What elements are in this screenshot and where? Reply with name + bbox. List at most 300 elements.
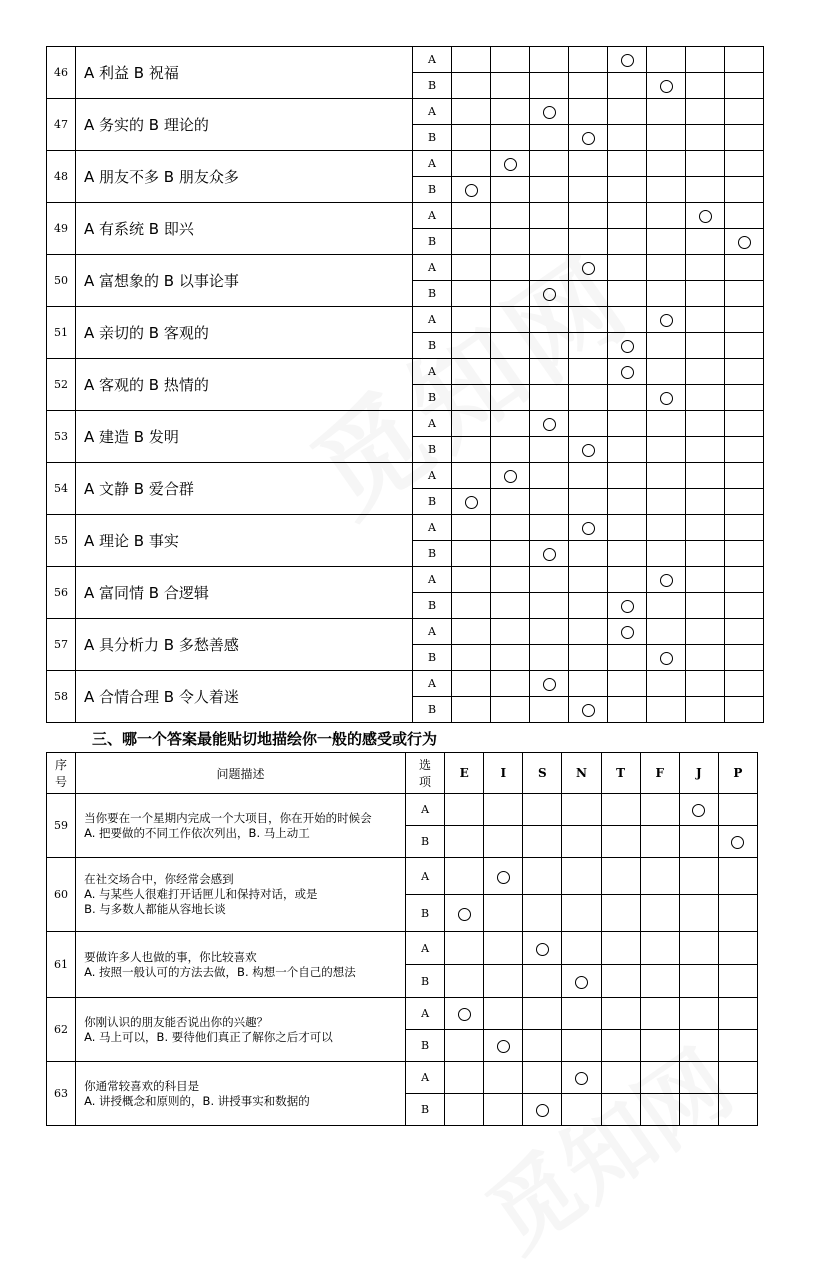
answer-cell-p[interactable] <box>725 255 764 281</box>
selected-circle-mark <box>536 1104 549 1117</box>
answer-cell-p[interactable] <box>718 998 757 1030</box>
answer-cell-e[interactable] <box>452 541 491 567</box>
answer-cell-f[interactable] <box>647 489 686 515</box>
answer-cell-j[interactable] <box>686 541 725 567</box>
answer-cell-i[interactable] <box>491 437 530 463</box>
answer-cell-p[interactable] <box>718 932 757 965</box>
answer-cell-p[interactable] <box>718 1062 757 1094</box>
answer-cell-j[interactable] <box>686 151 725 177</box>
answer-cell-f[interactable] <box>647 73 686 99</box>
answer-cell-t[interactable] <box>608 73 647 99</box>
answer-cell-n[interactable] <box>569 593 608 619</box>
answer-cell-t[interactable] <box>601 794 640 826</box>
answer-cell-e[interactable] <box>452 385 491 411</box>
answer-cell-t[interactable] <box>608 255 647 281</box>
answer-cell-i[interactable] <box>491 255 530 281</box>
answer-cell-n[interactable] <box>562 858 601 895</box>
answer-cell-i[interactable] <box>484 1030 523 1062</box>
answer-cell-f[interactable] <box>647 255 686 281</box>
answer-cell-n[interactable] <box>562 794 601 826</box>
answer-cell-f[interactable] <box>647 411 686 437</box>
answer-cell-s[interactable] <box>530 99 569 125</box>
answer-cell-s[interactable] <box>530 73 569 99</box>
answer-cell-s[interactable] <box>523 1094 562 1126</box>
answer-cell-t[interactable] <box>601 932 640 965</box>
answer-cell-s[interactable] <box>523 826 562 858</box>
answer-cell-n[interactable] <box>569 619 608 645</box>
answer-cell-j[interactable] <box>679 858 718 895</box>
answer-cell-f[interactable] <box>647 437 686 463</box>
answer-cell-n[interactable] <box>562 1030 601 1062</box>
answer-cell-s[interactable] <box>523 794 562 826</box>
answer-cell-t[interactable] <box>608 593 647 619</box>
answer-cell-i[interactable] <box>484 858 523 895</box>
answer-cell-f[interactable] <box>647 515 686 541</box>
answer-cell-n[interactable] <box>569 697 608 723</box>
answer-cell-e[interactable] <box>452 359 491 385</box>
answer-cell-s[interactable] <box>530 619 569 645</box>
answer-cell-f[interactable] <box>647 541 686 567</box>
answer-cell-s[interactable] <box>530 697 569 723</box>
answer-cell-t[interactable] <box>608 411 647 437</box>
answer-cell-e[interactable] <box>445 895 484 932</box>
answer-cell-s[interactable] <box>523 895 562 932</box>
answer-cell-i[interactable] <box>491 541 530 567</box>
answer-cell-n[interactable] <box>569 73 608 99</box>
answer-cell-e[interactable] <box>445 858 484 895</box>
answer-cell-e[interactable] <box>452 125 491 151</box>
answer-cell-t[interactable] <box>608 437 647 463</box>
question-text-line: A. 按照一般认可的方法去做，B. 构想一个自己的想法 <box>84 964 356 979</box>
answer-cell-f[interactable] <box>647 151 686 177</box>
answer-cell-p[interactable] <box>725 177 764 203</box>
answer-cell-j[interactable] <box>686 99 725 125</box>
answer-cell-j[interactable] <box>686 411 725 437</box>
answer-cell-e[interactable] <box>452 645 491 671</box>
answer-cell-p[interactable] <box>725 125 764 151</box>
answer-cell-j[interactable] <box>686 463 725 489</box>
answer-cell-s[interactable] <box>530 255 569 281</box>
answer-cell-p[interactable] <box>725 463 764 489</box>
header-column-p: P <box>718 753 757 794</box>
answer-cell-p[interactable] <box>725 99 764 125</box>
answer-cell-f[interactable] <box>640 794 679 826</box>
answer-cell-i[interactable] <box>491 229 530 255</box>
answer-cell-j[interactable] <box>679 895 718 932</box>
answer-cell-t[interactable] <box>601 998 640 1030</box>
answer-cell-i[interactable] <box>484 1062 523 1094</box>
answer-cell-e[interactable] <box>452 307 491 333</box>
answer-cell-j[interactable] <box>686 47 725 73</box>
answer-cell-p[interactable] <box>718 895 757 932</box>
answer-cell-t[interactable] <box>601 895 640 932</box>
answer-cell-s[interactable] <box>530 151 569 177</box>
answer-cell-j[interactable] <box>686 359 725 385</box>
answer-cell-j[interactable] <box>686 671 725 697</box>
answer-cell-i[interactable] <box>491 307 530 333</box>
answer-cell-t[interactable] <box>608 619 647 645</box>
answer-cell-f[interactable] <box>647 385 686 411</box>
answer-cell-n[interactable] <box>569 489 608 515</box>
answer-cell-t[interactable] <box>608 333 647 359</box>
answer-cell-n[interactable] <box>562 895 601 932</box>
question-text: A 合情合理 B 令人着迷 <box>76 671 413 723</box>
answer-cell-s[interactable] <box>530 359 569 385</box>
option-label: A <box>413 567 452 593</box>
answer-cell-f[interactable] <box>640 826 679 858</box>
answer-cell-j[interactable] <box>686 73 725 99</box>
answer-cell-i[interactable] <box>491 359 530 385</box>
answer-cell-n[interactable] <box>569 567 608 593</box>
answer-cell-e[interactable] <box>445 932 484 965</box>
answer-cell-n[interactable] <box>569 47 608 73</box>
answer-cell-j[interactable] <box>686 645 725 671</box>
answer-cell-i[interactable] <box>491 515 530 541</box>
selected-circle-mark <box>543 678 556 691</box>
answer-cell-f[interactable] <box>640 1062 679 1094</box>
answer-cell-s[interactable] <box>530 203 569 229</box>
answer-cell-p[interactable] <box>725 333 764 359</box>
answer-cell-t[interactable] <box>608 463 647 489</box>
answer-cell-e[interactable] <box>452 567 491 593</box>
answer-cell-e[interactable] <box>445 1030 484 1062</box>
answer-cell-t[interactable] <box>608 671 647 697</box>
answer-cell-i[interactable] <box>491 203 530 229</box>
answer-cell-p[interactable] <box>725 151 764 177</box>
answer-cell-j[interactable] <box>686 489 725 515</box>
answer-cell-j[interactable] <box>686 307 725 333</box>
answer-cell-n[interactable] <box>569 541 608 567</box>
answer-cell-e[interactable] <box>452 229 491 255</box>
answer-cell-e[interactable] <box>452 489 491 515</box>
answer-cell-e[interactable] <box>452 177 491 203</box>
answer-cell-f[interactable] <box>647 125 686 151</box>
answer-cell-j[interactable] <box>686 593 725 619</box>
answer-cell-p[interactable] <box>718 826 757 858</box>
answer-cell-p[interactable] <box>718 965 757 998</box>
answer-cell-s[interactable] <box>523 932 562 965</box>
answer-cell-e[interactable] <box>452 593 491 619</box>
answer-cell-e[interactable] <box>452 203 491 229</box>
answer-cell-e[interactable] <box>452 515 491 541</box>
answer-cell-f[interactable] <box>640 858 679 895</box>
answer-cell-p[interactable] <box>725 541 764 567</box>
answer-cell-t[interactable] <box>608 229 647 255</box>
answer-cell-e[interactable] <box>445 794 484 826</box>
answer-cell-j[interactable] <box>679 1094 718 1126</box>
answer-cell-p[interactable] <box>718 1030 757 1062</box>
answer-cell-e[interactable] <box>445 965 484 998</box>
answer-cell-p[interactable] <box>725 411 764 437</box>
answer-cell-j[interactable] <box>686 177 725 203</box>
answer-cell-t[interactable] <box>601 858 640 895</box>
answer-cell-i[interactable] <box>491 489 530 515</box>
answer-cell-f[interactable] <box>647 333 686 359</box>
answer-cell-s[interactable] <box>530 385 569 411</box>
answer-cell-e[interactable] <box>445 1062 484 1094</box>
answer-cell-e[interactable] <box>452 255 491 281</box>
answer-cell-i[interactable] <box>491 671 530 697</box>
answer-cell-s[interactable] <box>530 593 569 619</box>
answer-cell-i[interactable] <box>484 998 523 1030</box>
answer-cell-f[interactable] <box>647 619 686 645</box>
answer-cell-e[interactable] <box>452 281 491 307</box>
answer-cell-s[interactable] <box>523 998 562 1030</box>
answer-cell-j[interactable] <box>686 385 725 411</box>
answer-cell-s[interactable] <box>530 671 569 697</box>
answer-cell-n[interactable] <box>562 1062 601 1094</box>
answer-cell-s[interactable] <box>530 47 569 73</box>
answer-cell-t[interactable] <box>608 359 647 385</box>
answer-cell-i[interactable] <box>491 73 530 99</box>
answer-cell-j[interactable] <box>686 281 725 307</box>
answer-cell-n[interactable] <box>562 998 601 1030</box>
answer-cell-f[interactable] <box>647 593 686 619</box>
answer-cell-s[interactable] <box>523 965 562 998</box>
answer-cell-f[interactable] <box>640 1094 679 1126</box>
answer-cell-p[interactable] <box>725 47 764 73</box>
answer-cell-t[interactable] <box>601 965 640 998</box>
answer-cell-j[interactable] <box>679 1062 718 1094</box>
answer-cell-n[interactable] <box>569 671 608 697</box>
answer-cell-i[interactable] <box>491 281 530 307</box>
answer-cell-i[interactable] <box>484 965 523 998</box>
answer-cell-s[interactable] <box>523 858 562 895</box>
answer-cell-p[interactable] <box>725 489 764 515</box>
answer-cell-n[interactable] <box>569 203 608 229</box>
answer-cell-i[interactable] <box>491 463 530 489</box>
answer-cell-s[interactable] <box>530 645 569 671</box>
answer-cell-f[interactable] <box>647 99 686 125</box>
answer-cell-i[interactable] <box>491 593 530 619</box>
question-number: 55 <box>47 515 76 567</box>
answer-cell-t[interactable] <box>608 203 647 229</box>
answer-cell-p[interactable] <box>718 1094 757 1126</box>
answer-cell-t[interactable] <box>608 697 647 723</box>
answer-cell-j[interactable] <box>686 437 725 463</box>
answer-cell-i[interactable] <box>491 385 530 411</box>
answer-cell-p[interactable] <box>725 359 764 385</box>
answer-cell-n[interactable] <box>569 151 608 177</box>
answer-cell-s[interactable] <box>523 1062 562 1094</box>
answer-cell-e[interactable] <box>452 73 491 99</box>
answer-cell-s[interactable] <box>530 281 569 307</box>
answer-cell-j[interactable] <box>686 203 725 229</box>
answer-cell-n[interactable] <box>562 826 601 858</box>
answer-cell-t[interactable] <box>608 645 647 671</box>
answer-cell-f[interactable] <box>647 47 686 73</box>
answer-cell-n[interactable] <box>569 255 608 281</box>
answer-cell-e[interactable] <box>452 99 491 125</box>
answer-cell-t[interactable] <box>608 385 647 411</box>
answer-cell-s[interactable] <box>530 411 569 437</box>
answer-cell-t[interactable] <box>608 99 647 125</box>
answer-cell-f[interactable] <box>640 965 679 998</box>
answer-cell-n[interactable] <box>569 463 608 489</box>
answer-cell-j[interactable] <box>686 619 725 645</box>
answer-cell-j[interactable] <box>679 1030 718 1062</box>
answer-cell-i[interactable] <box>491 333 530 359</box>
answer-cell-n[interactable] <box>569 411 608 437</box>
answer-cell-s[interactable] <box>530 437 569 463</box>
answer-cell-j[interactable] <box>679 794 718 826</box>
answer-cell-s[interactable] <box>530 567 569 593</box>
answer-cell-f[interactable] <box>640 895 679 932</box>
answer-cell-f[interactable] <box>640 998 679 1030</box>
answer-cell-s[interactable] <box>530 307 569 333</box>
answer-cell-f[interactable] <box>647 203 686 229</box>
answer-cell-e[interactable] <box>452 697 491 723</box>
selected-circle-mark <box>660 392 673 405</box>
answer-cell-n[interactable] <box>569 645 608 671</box>
answer-cell-t[interactable] <box>608 125 647 151</box>
answer-cell-j[interactable] <box>686 515 725 541</box>
answer-cell-p[interactable] <box>725 645 764 671</box>
answer-cell-i[interactable] <box>491 151 530 177</box>
answer-cell-f[interactable] <box>647 281 686 307</box>
answer-cell-i[interactable] <box>484 794 523 826</box>
answer-cell-t[interactable] <box>608 541 647 567</box>
answer-cell-n[interactable] <box>569 359 608 385</box>
option-label: A <box>406 1062 445 1094</box>
selected-circle-mark <box>660 574 673 587</box>
answer-cell-p[interactable] <box>725 697 764 723</box>
answer-cell-j[interactable] <box>686 697 725 723</box>
answer-cell-i[interactable] <box>484 895 523 932</box>
answer-cell-f[interactable] <box>647 307 686 333</box>
answer-cell-i[interactable] <box>491 125 530 151</box>
answer-cell-t[interactable] <box>608 489 647 515</box>
answer-cell-n[interactable] <box>569 99 608 125</box>
answer-cell-t[interactable] <box>608 281 647 307</box>
answer-cell-t[interactable] <box>608 515 647 541</box>
answer-cell-e[interactable] <box>452 463 491 489</box>
answer-cell-j[interactable] <box>686 229 725 255</box>
answer-cell-s[interactable] <box>530 489 569 515</box>
answer-cell-p[interactable] <box>725 203 764 229</box>
answer-cell-n[interactable] <box>569 307 608 333</box>
answer-cell-n[interactable] <box>562 1094 601 1126</box>
answer-cell-n[interactable] <box>562 932 601 965</box>
question-number: 59 <box>47 794 76 858</box>
answer-cell-t[interactable] <box>608 177 647 203</box>
answer-cell-s[interactable] <box>530 541 569 567</box>
answer-cell-i[interactable] <box>491 697 530 723</box>
answer-cell-e[interactable] <box>452 619 491 645</box>
answer-cell-f[interactable] <box>647 177 686 203</box>
answer-cell-e[interactable] <box>445 826 484 858</box>
answer-cell-f[interactable] <box>647 567 686 593</box>
answer-cell-p[interactable] <box>725 307 764 333</box>
answer-cell-f[interactable] <box>640 932 679 965</box>
answer-cell-e[interactable] <box>445 1094 484 1126</box>
answer-cell-i[interactable] <box>491 567 530 593</box>
answer-cell-f[interactable] <box>647 697 686 723</box>
answer-cell-i[interactable] <box>491 619 530 645</box>
answer-cell-j[interactable] <box>686 333 725 359</box>
answer-cell-i[interactable] <box>484 1094 523 1126</box>
answer-cell-f[interactable] <box>647 671 686 697</box>
answer-cell-n[interactable] <box>569 177 608 203</box>
answer-cell-n[interactable] <box>562 965 601 998</box>
answer-cell-p[interactable] <box>725 671 764 697</box>
answer-cell-s[interactable] <box>530 229 569 255</box>
answer-cell-t[interactable] <box>608 47 647 73</box>
answer-cell-p[interactable] <box>718 794 757 826</box>
answer-cell-e[interactable] <box>445 998 484 1030</box>
answer-cell-e[interactable] <box>452 151 491 177</box>
answer-cell-j[interactable] <box>686 567 725 593</box>
answer-cell-e[interactable] <box>452 333 491 359</box>
answer-cell-j[interactable] <box>679 932 718 965</box>
answer-cell-e[interactable] <box>452 47 491 73</box>
answer-cell-p[interactable] <box>725 229 764 255</box>
answer-cell-n[interactable] <box>569 385 608 411</box>
answer-cell-p[interactable] <box>725 619 764 645</box>
answer-cell-i[interactable] <box>484 932 523 965</box>
answer-cell-t[interactable] <box>601 826 640 858</box>
answer-cell-n[interactable] <box>569 437 608 463</box>
answer-cell-t[interactable] <box>601 1030 640 1062</box>
answer-cell-e[interactable] <box>452 411 491 437</box>
answer-cell-p[interactable] <box>725 385 764 411</box>
answer-cell-t[interactable] <box>608 151 647 177</box>
answer-cell-s[interactable] <box>523 1030 562 1062</box>
answer-cell-n[interactable] <box>569 125 608 151</box>
answer-cell-j[interactable] <box>686 255 725 281</box>
answer-cell-f[interactable] <box>647 645 686 671</box>
answer-cell-i[interactable] <box>491 47 530 73</box>
answer-cell-p[interactable] <box>725 281 764 307</box>
answer-cell-s[interactable] <box>530 463 569 489</box>
answer-cell-f[interactable] <box>647 229 686 255</box>
answer-cell-f[interactable] <box>647 359 686 385</box>
answer-cell-i[interactable] <box>491 177 530 203</box>
answer-cell-n[interactable] <box>569 515 608 541</box>
answer-cell-s[interactable] <box>530 515 569 541</box>
answer-cell-e[interactable] <box>452 671 491 697</box>
answer-cell-f[interactable] <box>640 1030 679 1062</box>
answer-cell-p[interactable] <box>725 593 764 619</box>
answer-cell-j[interactable] <box>679 826 718 858</box>
answer-cell-n[interactable] <box>569 333 608 359</box>
answer-cell-p[interactable] <box>725 567 764 593</box>
answer-cell-e[interactable] <box>452 437 491 463</box>
answer-cell-p[interactable] <box>718 858 757 895</box>
selected-circle-mark <box>582 704 595 717</box>
answer-cell-t[interactable] <box>601 1094 640 1126</box>
answer-cell-i[interactable] <box>491 645 530 671</box>
answer-cell-n[interactable] <box>569 229 608 255</box>
answer-cell-t[interactable] <box>601 1062 640 1094</box>
answer-cell-f[interactable] <box>647 463 686 489</box>
answer-cell-p[interactable] <box>725 437 764 463</box>
answer-cell-j[interactable] <box>686 125 725 151</box>
answer-cell-j[interactable] <box>679 965 718 998</box>
answer-cell-p[interactable] <box>725 73 764 99</box>
answer-cell-n[interactable] <box>569 281 608 307</box>
answer-cell-s[interactable] <box>530 125 569 151</box>
answer-cell-j[interactable] <box>679 998 718 1030</box>
answer-cell-s[interactable] <box>530 177 569 203</box>
answer-cell-p[interactable] <box>725 515 764 541</box>
answer-cell-t[interactable] <box>608 307 647 333</box>
answer-cell-i[interactable] <box>491 99 530 125</box>
answer-cell-i[interactable] <box>484 826 523 858</box>
answer-cell-i[interactable] <box>491 411 530 437</box>
answer-cell-s[interactable] <box>530 333 569 359</box>
answer-cell-t[interactable] <box>608 567 647 593</box>
